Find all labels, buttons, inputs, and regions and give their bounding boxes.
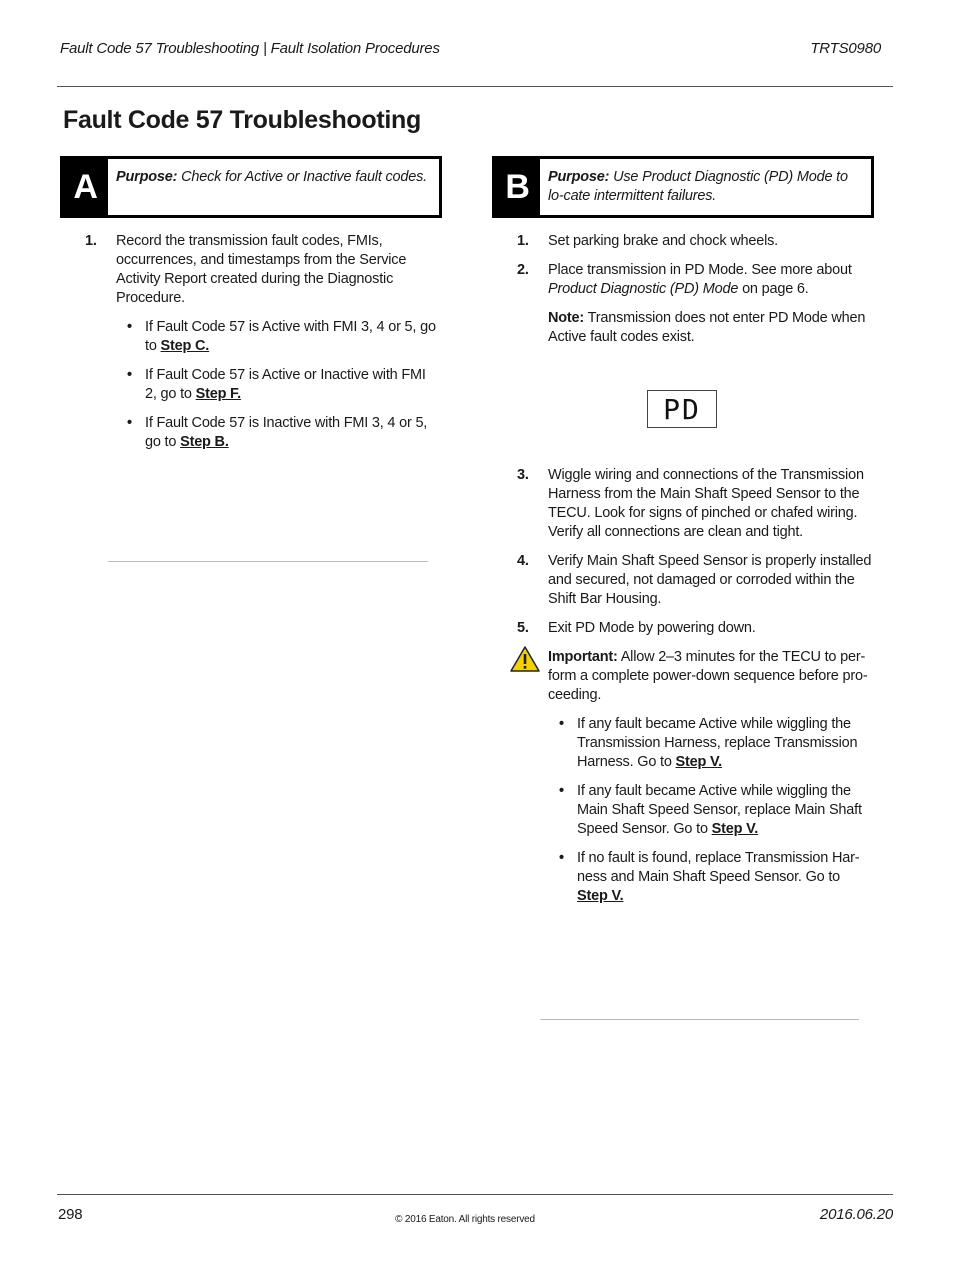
step-b-important [492,648,872,705]
step-b-bullet-1: • If any fault became Active while wiggling the Transmission Harness, replace Transmission Harness. Go to Step V. [559,716,858,770]
pd-mode-reference: Product Diagnostic (PD) Mode [548,281,739,297]
step-b-content-top [492,232,872,357]
step-a-item-1-text: Record the transmission fault codes, FMIs, occurrences, and timestamps from the Service Activity Report created during the Diagnostic Procedure. [116,233,407,306]
pd-display-text: PD [663,392,701,426]
step-b-item-3-number: 3. [517,467,529,483]
step-b-item-5-text: Exit PD Mode by powering down. [548,620,756,636]
note-text: Transmission does not enter PD Mode when Active fault codes exist. [548,310,866,345]
step-b-bullet-3: • If no fault is found, replace Transmission Har-ness and Main Shaft Speed Sensor. Go to Step V. [559,850,860,904]
step-b-item-5-number: 5. [517,620,529,636]
step-b-item-2-number: 2. [517,262,529,278]
step-a-purpose [116,168,431,187]
running-header-section: Fault Code 57 Troubleshooting | Fault Isolation Procedures [60,40,440,57]
step-b-note [492,309,872,347]
step-b-bullet-2-text: If any fault became Active while wiggling the Main Shaft Speed Sensor, replace Main Shaft Speed Sensor. Go to [577,783,862,837]
step-b-purpose-label: Purpose: [548,169,610,185]
step-v-link-2[interactable]: Step V. [711,821,759,837]
step-b-purpose-text: Use Product Diagnostic (PD) Mode to lo-cate intermittent failures. [548,169,848,204]
important-label: Important: [548,649,618,665]
header-divider [57,86,893,87]
step-b-item-2 [492,261,872,299]
note-label: Note: [548,310,585,326]
step-a-letter: A [63,159,108,215]
important-text: Allow 2–3 minutes for the TECU to per-form a complete power-down sequence before pro-ceeding. [548,649,868,703]
step-f-link[interactable]: Step F. [195,386,241,402]
step-b-item-3-text: Wiggle wiring and connections of the Transmission Harness from the Main Shaft Speed Sensor to the TECU. Look for signs of pinched or chafed wiring. Verify all connections are clean and tight. [548,467,864,540]
step-a-content [60,232,438,462]
step-a-bullet-2-text: If Fault Code 57 is Active or Inactive with FMI 2, go to [145,367,426,402]
running-header-doc-id: TRTS0980 [810,40,881,57]
step-a-bullet-3: • If Fault Code 57 is Inactive with FMI 3, 4 or 5, go to Step B. [127,415,428,450]
copyright-notice: © 2016 Eaton. All rights reserved [395,1214,535,1225]
step-b-item-5 [492,619,872,638]
page-number: 298 [58,1206,83,1223]
page-title: Fault Code 57 Troubleshooting [63,106,421,134]
footer-divider [57,1194,893,1195]
step-b-item-2-text-end: on page 6. [738,281,809,297]
step-b-item-1-number: 1. [517,233,529,249]
warning-triangle-icon [510,646,540,672]
step-a-box [60,156,442,218]
step-a-purpose-text: Check for Active or Inactive fault codes. [177,169,428,185]
step-a-item-1-number: 1. [85,233,97,249]
step-a-end-divider [108,561,428,562]
step-a-bullet-3-text: If Fault Code 57 is Inactive with FMI 3, 4 or 5, go to [145,415,428,450]
step-b-link[interactable]: Step B. [180,434,229,450]
step-b-content-bottom [492,466,872,916]
step-b-bullet-3-text: If no fault is found, replace Transmission Har-ness and Main Shaft Speed Sensor. Go to [577,850,860,885]
step-a-bullet-2: • If Fault Code 57 is Active or Inactive with FMI 2, go to Step F. [127,367,426,402]
step-v-link-3[interactable]: Step V. [577,888,624,904]
step-a-bullet-list [116,318,438,452]
step-b-bullet-1-text: If any fault became Active while wiggling the Transmission Harness, replace Transmission Harness. Go to [577,716,858,770]
step-a-bullet-1-text: If Fault Code 57 is Active with FMI 3, 4 or 5, go to [145,319,436,354]
step-b-box [492,156,874,218]
step-a-purpose-label: Purpose: [116,169,178,185]
step-b-end-divider [540,1019,859,1020]
step-b-item-4 [492,552,872,609]
step-b-purpose [548,168,863,206]
step-a-item-1 [60,232,438,452]
step-c-link[interactable]: Step C. [160,338,210,354]
pd-mode-display [647,390,717,428]
step-b-letter: B [495,159,540,215]
step-b-item-4-text: Verify Main Shaft Speed Sensor is properly installed and secured, not damaged or corroded within the Shift Bar Housing. [548,553,872,607]
step-b-item-1 [492,232,872,251]
step-b-bullet-2: • If any fault became Active while wiggling the Main Shaft Speed Sensor, replace Main Shaft Speed Sensor. Go to Step V. [559,783,862,837]
step-b-bullet-list [548,715,872,906]
step-v-link-1[interactable]: Step V. [675,754,722,770]
step-b-item-3 [492,466,872,542]
revision-date: 2016.06.20 [819,1206,893,1223]
step-b-item-1-text: Set parking brake and chock wheels. [548,233,778,249]
step-b-item-2-text: Place transmission in PD Mode. See more about [548,262,852,278]
step-a-bullet-1: • If Fault Code 57 is Active with FMI 3, 4 or 5, go to Step C. [127,319,436,354]
step-b-item-4-number: 4. [517,553,529,569]
